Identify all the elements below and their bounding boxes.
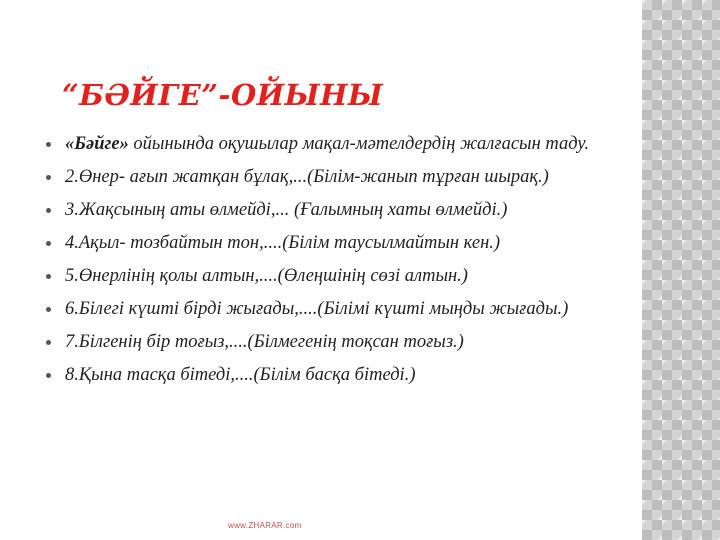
list-item: 8.Қына тасқа бітеді,....(Білім басқа бітеді.) bbox=[44, 364, 604, 387]
game-name-bold: «Бәйге» bbox=[65, 134, 129, 154]
list-item: 4.Ақыл- тозбайтын тон,....(Білім таусылмайтын кен.) bbox=[44, 232, 604, 255]
list-item: 6.Білегі күшті бірді жығады,....(Білімі күшті мыңды жығады.) bbox=[44, 298, 604, 321]
list-item-text: ойынында оқушылар мақал-мәтелдердің жалғасын таду. bbox=[128, 134, 589, 154]
list-item: 3.Жақсының аты өлмейді,... (Ғалымның хаты өлмейді.) bbox=[44, 199, 604, 222]
list-item: 5.Өнерлінің қолы алтын,....(Өлеңшінің сөзі алтын.) bbox=[44, 265, 604, 288]
list-item: 2.Өнер- ағып жатқан бұлақ,...(Білім-жанып тұрған шырақ.) bbox=[44, 166, 604, 189]
decorative-side-pattern bbox=[642, 0, 720, 540]
bullet-list bbox=[44, 133, 604, 397]
list-item: 7.Білгенің бір тоғыз,....(Білмегенің тоқсан тоғыз.) bbox=[44, 331, 604, 354]
footer-url: www.ZHARAR.com bbox=[228, 521, 302, 530]
slide-title: “БӘЙГЕ”-ОЙЫНЫ bbox=[62, 78, 384, 112]
list-item bbox=[44, 133, 604, 156]
